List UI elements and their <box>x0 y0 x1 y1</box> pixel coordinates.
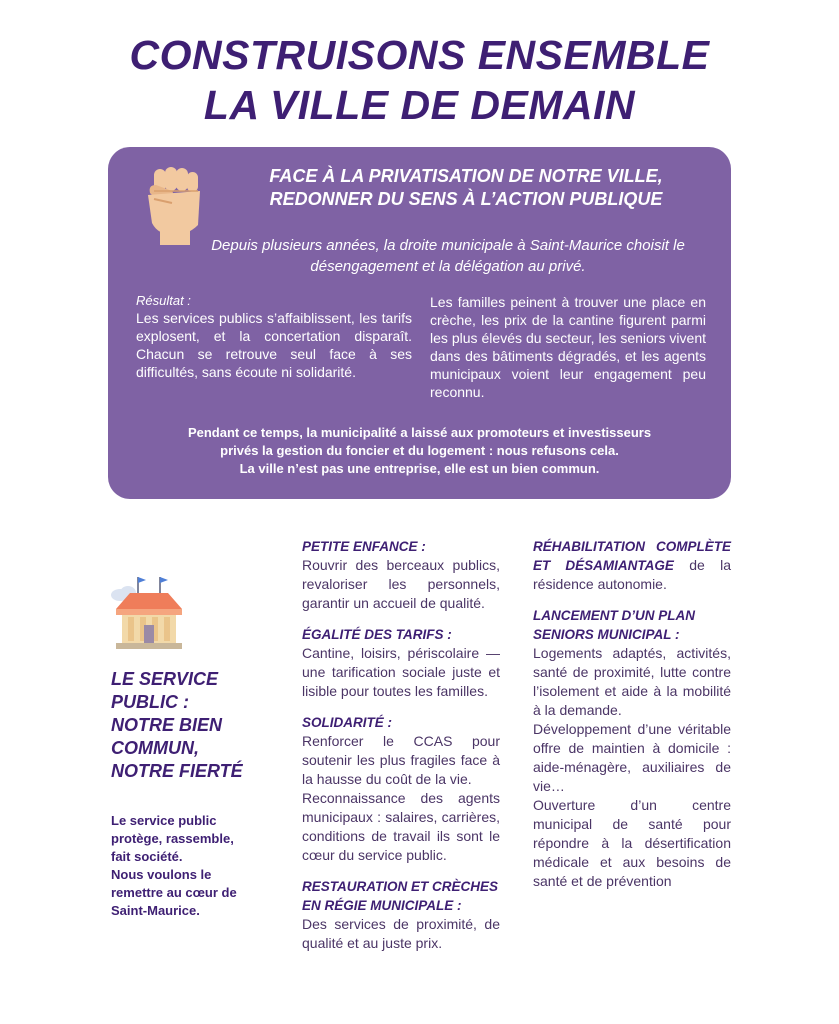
side-heading-line-1: LE SERVICE <box>111 669 219 689</box>
section-text: Rouvrir des berceaux publics, revaloriser les personnels, garantir un accueil de qualité. <box>302 557 500 611</box>
result-label: Résultat : <box>136 293 191 308</box>
section-text: Développement d’une véritable offre de maintien à domicile : aide-ménagère, auxiliaires de vie… <box>533 721 731 794</box>
highlight-box <box>108 147 731 499</box>
box-footer-line-2: privés la gestion du foncier et du logement : nous refusons cela. <box>220 443 619 458</box>
section-egalite-tarifs <box>302 625 500 701</box>
box-left-column <box>136 293 412 381</box>
section-title-line-1: RESTAURATION ET CRÈCHES <box>302 879 499 894</box>
section-restauration <box>302 877 500 953</box>
town-hall-icon <box>108 573 188 653</box>
side-text-line-2: protège, rassemble, <box>111 831 234 846</box>
side-heading-line-4: COMMUN, <box>111 738 199 758</box>
section-title-line-2: EN RÉGIE MUNICIPALE : <box>302 898 462 913</box>
section-text: Ouverture d’un centre municipal de santé pour répondre à la désertification médicale et aux besoins de santé et de prévention <box>533 797 731 889</box>
box-right-text: Les familles peinent à trouver une place en crèche, les prix de la cantine figurent parmi les plus élevés du secteur, les seniors vivent dans des bâtiments dégradés, et les agents municipaux voient leur engagement peu reconnu. <box>430 294 706 400</box>
title-line-2: LA VILLE DE DEMAIN <box>203 82 636 128</box>
section-text-body: de la résidence autonomie. <box>533 557 732 592</box>
section-text: Renforcer le CCAS pour soutenir les plus fragiles face à la hausse du coût de la vie. <box>302 733 500 787</box>
box-heading <box>216 165 716 211</box>
box-heading-line-2: REDONNER DU SENS À L’ACTION PUBLIQUE <box>269 189 663 209</box>
section-title: RÉHABILITATION COMPLÈTE ET DÉSAMIANTAGE <box>533 539 731 573</box>
section-title: PETITE ENFANCE : <box>302 539 426 554</box>
box-footer-line-1: Pendant ce temps, la municipalité a laissé aux promoteurs et investisseurs <box>187 425 652 440</box>
section-title: SOLIDARITÉ : <box>302 715 392 730</box>
section-title <box>302 877 500 915</box>
page-title <box>0 30 839 130</box>
section-text <box>533 537 731 594</box>
section-text: Logements adaptés, activités, santé de proximité, lutte contre l’isolement et aide à la mobilité à la demande. <box>533 645 731 718</box>
side-heading-line-2: PUBLIC : <box>111 692 189 712</box>
section-solidarite <box>302 713 500 865</box>
box-footer-line-3: La ville n’est pas une entreprise, elle est un bien commun. <box>239 461 600 476</box>
side-text-line-3: fait société. <box>111 849 183 864</box>
side-heading-line-3: NOTRE BIEN <box>111 715 223 735</box>
side-heading <box>111 668 281 783</box>
section-petite-enfance <box>302 537 500 613</box>
section-rehabilitation <box>533 537 731 594</box>
box-footer <box>128 424 711 478</box>
side-heading-line-5: NOTRE FIERTÉ <box>111 761 243 781</box>
section-title: LANCEMENT D’UN PLAN SENIORS MUNICIPAL : <box>533 608 695 642</box>
section-plan-seniors <box>533 606 731 891</box>
side-text-line-1: Le service public <box>111 813 217 828</box>
section-title: ÉGALITÉ DES TARIFS : <box>302 627 452 642</box>
side-text-line-5: remettre au cœur de <box>111 885 237 900</box>
title-line-1: CONSTRUISONS ENSEMBLE <box>129 32 710 78</box>
section-text: Cantine, loisirs, périscolaire — une tarification sociale juste et lisible pour toutes les familles. <box>302 645 500 699</box>
side-text-line-4: Nous voulons le <box>111 867 212 882</box>
section-text: Reconnaissance des agents municipaux : salaires, carrières, conditions de travail ils sont le cœur du service public. <box>302 790 500 863</box>
box-left-text: Les services publics s’affaiblissent, les tarifs explosent, et la concertation disparaît. Chacun se retrouve seul face à ses difficultés, sans écoute ni solidarité. <box>136 310 412 380</box>
box-heading-line-1: FACE À LA PRIVATISATION DE NOTRE VILLE, <box>269 166 663 186</box>
section-text: Des services de proximité, de qualité et au juste prix. <box>302 916 500 951</box>
side-text <box>111 812 281 920</box>
box-intro: Depuis plusieurs années, la droite municipale à Saint-Maurice choisit le désengagement et la délégation au privé. <box>211 237 685 275</box>
side-text-line-6: Saint-Maurice. <box>111 903 200 918</box>
right-column <box>533 537 731 893</box>
middle-column <box>302 537 500 965</box>
